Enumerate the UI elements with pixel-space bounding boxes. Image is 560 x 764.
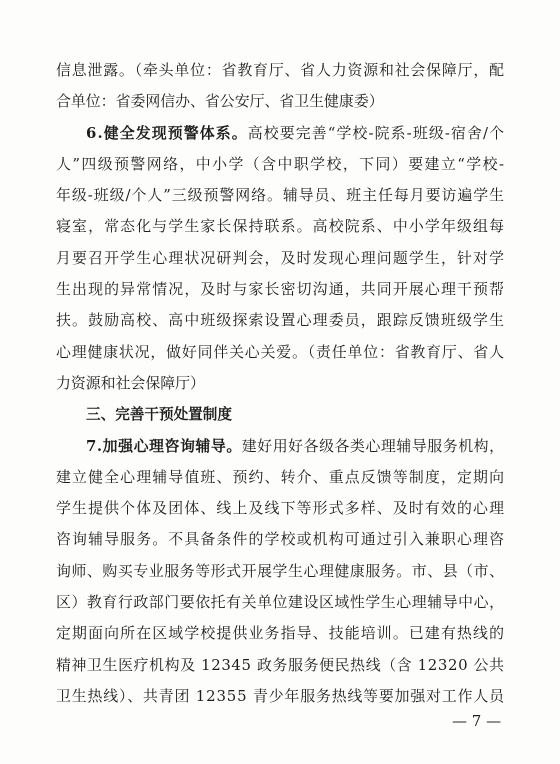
line-segment: 卫生热线）、共青团 12355 青少年服务热线等要加强对工作人员 — [56, 686, 505, 705]
line-segment: 心理健康状况，做好同伴关心关爱。（责任单位：省教育厅、省人 — [56, 342, 505, 361]
text-line — [56, 556, 504, 587]
text-line — [56, 368, 504, 399]
text-line — [56, 180, 504, 211]
text-line — [56, 493, 504, 524]
text-line — [56, 618, 504, 649]
line-text — [56, 55, 505, 86]
line-segment: 学生提供个体及团体、线上及线下等形式多样、及时有效的心理 — [56, 499, 506, 518]
line-text — [56, 305, 505, 336]
text-line — [56, 118, 504, 149]
text-line — [56, 86, 504, 117]
line-segment: 建好用好各级各类心理辅导服务机构， — [241, 436, 505, 455]
heading-text: 三、完善干预处置制度 — [86, 406, 232, 424]
section-heading — [56, 399, 504, 430]
line-segment: 区）教育行政部门要依托有关单位建设区域性学生心理辅导中心， — [56, 593, 505, 612]
text-line — [56, 305, 504, 336]
line-segment: 扶。鼓励高校、高中班级探索设置心理委员，跟踪反馈班级学生 — [56, 311, 506, 330]
line-text — [56, 368, 205, 399]
line-text — [56, 493, 505, 524]
line-text — [56, 211, 505, 242]
page-number: — 7 — — [452, 712, 502, 730]
text-line — [56, 274, 504, 305]
line-segment: 建立健全心理辅导值班、预约、转介、重点反馈等制度，定期向 — [56, 467, 506, 486]
line-segment: 力资源和社会保障厅） — [56, 373, 205, 392]
line-segment: 咨询辅导服务。不具备条件的学校或机构可通过引入兼职心理咨 — [56, 530, 506, 549]
text-line — [56, 149, 504, 180]
line-text — [86, 431, 505, 462]
line-text — [56, 86, 384, 117]
text-line — [56, 431, 504, 462]
line-text — [86, 118, 505, 149]
line-segment: 定期面向所在区域学校提供业务指导、技能培训。已建有热线的 — [56, 624, 506, 643]
item-title: 7.加强心理咨询辅导。 — [86, 436, 242, 455]
line-text — [56, 524, 505, 555]
line-segment: 生出现的异常情况，及时与家长密切沟通，共同开展心理干预帮 — [56, 280, 506, 299]
text-line — [56, 650, 504, 681]
text-line — [56, 243, 504, 274]
text-line — [56, 337, 504, 368]
line-segment: 月要召开学生心理状况研判会，及时发现心理问题学生，针对学 — [56, 248, 506, 267]
text-line — [56, 524, 504, 555]
line-segment: 人”四级预警网络，中小学（含中职学校，下同）要建立“学校- — [56, 154, 506, 173]
line-text — [56, 274, 505, 305]
text-line — [56, 681, 504, 712]
line-text — [56, 243, 505, 274]
line-segment: 年级-班级/个人”三级预警网络。辅导员、班主任每月要访遍学生 — [56, 186, 505, 205]
line-segment: 寝室，常态化与学生家长保持联系。高校院系、中小学年级组每 — [56, 217, 506, 236]
line-text — [56, 462, 505, 493]
line-segment: 高校要完善“学校-院系-班级-宿舍/个 — [247, 123, 506, 142]
item-title: 6.健全发现预警体系。 — [86, 123, 248, 142]
text-line — [56, 462, 504, 493]
text-line — [56, 55, 504, 86]
line-text — [56, 650, 505, 681]
line-text — [86, 399, 232, 430]
line-segment: 询师、购买专业服务等形式开展学生心理健康服务。市、县（市、 — [56, 561, 505, 580]
line-text — [56, 180, 505, 211]
line-text — [56, 556, 505, 587]
line-segment: 信息泄露。（牵头单位：省教育厅、省人力资源和社会保障厅，配 — [56, 61, 505, 79]
line-text — [56, 337, 505, 368]
line-text — [56, 149, 505, 180]
line-segment: 精神卫生医疗机构及 12345 政务服务便民热线（含 12320 公共 — [56, 655, 505, 674]
line-text — [56, 587, 505, 618]
text-line — [56, 211, 504, 242]
body-text — [56, 55, 504, 712]
line-text — [56, 681, 505, 712]
text-line — [56, 587, 504, 618]
line-text — [56, 618, 505, 649]
line-segment: 合单位：省委网信办、省公安厅、省卫生健康委） — [56, 92, 384, 111]
